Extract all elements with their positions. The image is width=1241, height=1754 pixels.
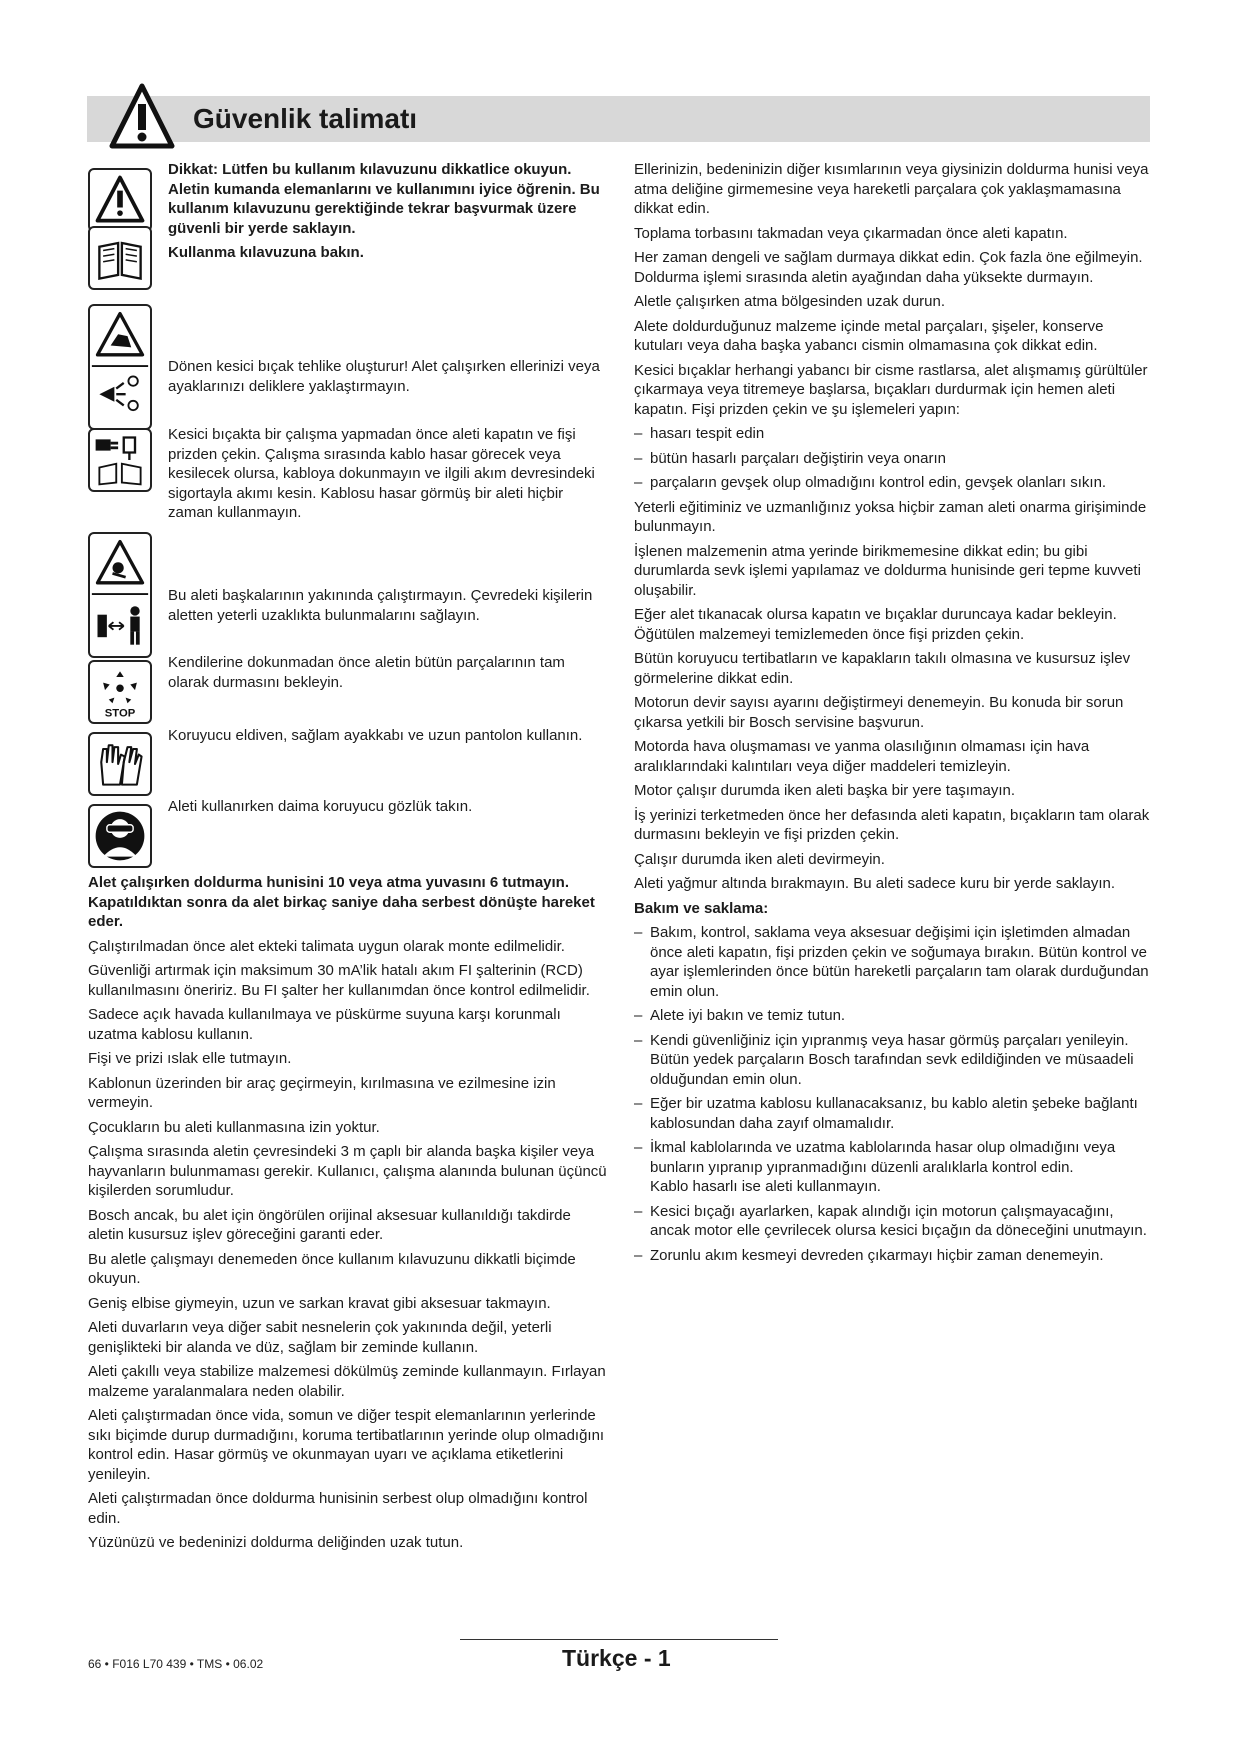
gloves-icon [88,732,152,796]
paragraph: Aleti yağmur altında bırakmayın. Bu aleti sadece kuru bir yerde saklayın. [634,875,1116,892]
paragraph: Yüzünüzü ve bedeninizi doldurma deliğinden uzak tutun. [88,1534,464,1551]
paragraph: İşlenen malzemenin atma yerinde birikmemesine dikkat edin; bu gibi durumlarda sevk işlemi yapılamaz ve doldurma hunisinde geri tepme kuvveti oluşabilir. [634,542,1141,599]
maintenance-heading: Bakım ve saklama: [634,899,769,917]
warning-icon [88,168,152,232]
paragraph: Her zaman dengeli ve sağlam durmaya dikkat edin. Çok fazla öne eğilmeyin. Doldurma işlemi sırasında aletin ayağından daha yüksekte durmayın. [634,249,1143,286]
list-item: – Bakım, kontrol, saklama veya aksesuar değişimi için işletimden almadan önce aleti kapatın, fişi prizden çekin ve soğumaya bırakın. Bütün kontrol ve ayar işlemlerinden önce bütün hareketli parçaların tam olarak durduğundan emin olun. [634,924,1149,1000]
paragraph: Bütün koruyucu tertibatların ve kapakların takılı olmasına ve kusursuz işlev görmelerine dikkat edin. [634,650,1131,687]
paragraph: Çalışır durumda iken aleti devirmeyin. [634,850,885,868]
list-item-continuation: Kablo hasarlı ise aleti kullanmayın. [650,1178,881,1195]
icon-text-gloves: Koruyucu eldiven, sağlam ayakkabı ve uzun pantolon kullanın. [168,727,583,744]
manual-book-icon [88,226,152,290]
paragraph: Yeterli eğitiminiz ve uzmanlığınız yoksa hiçbir zaman aleti onarma girişiminde bulunmayın. [634,498,1147,535]
stop-rotation-icon [88,660,152,724]
paragraph: İş yerinizi terketmeden önce her defasında aleti kapatın, bıçakların tam olarak durmasını bekleyin ve fişi prizden çekin. [634,806,1150,843]
footer-divider [460,1639,778,1640]
paragraph: Sadece açık havada kullanılmaya ve püskürme suyuna karşı korunmalı uzatma kablosu kullanın. [88,1006,561,1043]
paragraph: Bu aletle çalışmayı denemeden önce kullanım kılavuzunu dikkatli biçimde okuyun. [88,1250,576,1287]
warning-triangle-icon [108,82,176,154]
footer-page-label: Türkçe - 1 [562,1645,671,1671]
paragraph: Eğer alet tıkanacak olursa kapatın ve bıçaklar duruncaya kadar bekleyin. Öğütülen malzemeyi temizlemeden önce fişi prizden çekin. [634,606,1117,643]
list-item: – bütün hasarlı parçaları değiştirin veya onarın [634,449,947,467]
list-item: – İkmal kablolarında ve uzatma kablolarında hasar olup olmadığını veya bunların yıpranıp yıpranmadığını düzenli aralıklarla kontrol edin. [634,1139,1116,1176]
right-column [634,160,1150,1270]
page-title: Güvenlik talimatı [193,103,418,134]
paragraph: Ellerinizin, bedeninizin diğer kısımlarının veya giysinizin doldurma hunisi veya atma deliğine girmemesine veya hareketli parçalara çok yaklaşmamasına dikkat edin. [634,161,1149,217]
list-item: – Alete iyi bakın ve temiz tutun. [634,1007,846,1024]
icon-text-blade: Dönen kesici bıçak tehlike oluşturur! Alet çalışırken ellerinizi veya ayaklarınızı deliklere yaklaştırmayın. [168,358,600,395]
paragraph: Çalışma sırasında aletin çevresindeki 3 m çaplı bir alanda başka kişiler veya hayvanların bulunmaması gerekir. Kullanıcı, çalışma alanında bulunan üçüncü kişilerden sorumludur. [88,1143,607,1199]
list-item: – hasarı tespit edin [634,425,765,442]
list-item: – Zorunlu akım kesmeyi devreden çıkarmayı hiçbir zaman denemeyin. [634,1246,1104,1264]
paragraph: Motorun devir sayısı ayarını değiştirmeyi denemeyin. Bu konuda bir sorun çıkarsa yetkili bir Bosch servisine başvurun. [634,694,1124,731]
paragraph: Aleti çalıştırmadan önce vida, somun ve diğer tespit elemanlarının yerlerinde sıkı biçimde durup durmadığını, koruma tertibatlarının yerinde olup olmadığını kontrol edin. Hasar görmüş ve okunmayan uyarı ve açıklama etiketlerini yenileyin. [88,1407,605,1483]
icon-text-bystanders: Bu aleti başkalarının yakınında çalıştırmayın. Çevredeki kişilerin aletten yeterli uzaklıkta bulunmalarını sağlayın. [168,587,593,624]
paragraph: Geniş elbise giymeyin, uzun ve sarkan kravat gibi aksesuar takmayın. [88,1294,551,1312]
paragraph: Toplama torbasını takmadan veya çıkarmadan önce aleti kapatın. [634,224,1068,242]
list-item: – Kendi güvenliğiniz için yıpranmış veya hasar görmüş parçaları yenileyin. Bütün yedek parçaların Bosch tarafından sevk edildiğinden ve müsaadeli olduğundan emin olun. [634,1031,1134,1088]
paragraph: Bosch ancak, bu alet için öngörülen orijinal aksesuar kullanıldığı takdirde aletin kusursuz işlev göreceğini garanti eder. [88,1206,571,1243]
paragraph: Aleti duvarların veya diğer sabit nesnelerin çok yakınında değil, yeterli genişlikteki bir alanda ve düz, sağlam bir zeminde kullanın. [88,1319,552,1356]
unplug-before-work-icon [88,428,152,492]
paragraph: Çalıştırılmadan önce alet ekteki talimata uygun olarak monte edilmelidir. [88,937,565,955]
paragraph: Aleti çalıştırmadan önce doldurma hunisinin serbest olup olmadığını kontrol edin. [88,1490,588,1527]
list-item: – Eğer bir uzatma kablosu kullanacaksanız, bu kablo aletin şebeke bağlantı kablosundan daha zayıf olmamalıdır. [634,1095,1138,1132]
paragraph: Aletle çalışırken atma bölgesinden uzak durun. [634,293,946,310]
manual-sub-text: Kullanma kılavuzuna bakın. [168,244,364,261]
paragraph: Alete doldurduğunuz malzeme içinde metal parçaları, şişeler, konserve kutuları veya daha başka yabancı cismin olmamasına çok dikkat edin. [634,317,1104,354]
paragraph: Kesici bıçaklar herhangi yabancı bir cisme rastlarsa, alet alışmamış gürültüler çıkarmaya veya titremeye başlarsa, bıçakları durdurmak için hemen aleti kapatın. Fişi prizden çekin ve şu işlemeleri yapın: [634,361,1148,418]
icon-text-stop: Kendilerine dokunmadan önce aletin bütün parçalarının tam olarak durmasını bekleyin. [168,654,565,691]
section-header [87,96,1150,142]
list-item: – parçaların gevşek olup olmadığını kontrol edin, gevşek olanları sıkın. [634,474,1107,491]
hopper-warning: Alet çalışırken doldurma hunisini 10 veya atma yuvasını 6 tutmayın. Kapatıldıktan sonra da alet birkaç saniye daha serbest dönüşte hareket eder. [88,874,595,930]
left-bottom-section [88,873,608,1558]
keep-distance-bystanders-icon [88,532,152,658]
paragraph: Motorda hava oluşmaması ve yanma olasılığının olmaması için hava aralıklarındaki kalıntıları veya diğer maddeleri temizleyin. [634,738,1090,775]
paragraph: Güvenliği artırmak için maksimum 30 mA’lik hatalı akım FI şalterinin (RCD) kullanılmasını öneririz. Bu FI şalter her kullanımdan önce kontrol edilmelidir. [88,962,590,999]
safety-goggles-icon [88,804,152,868]
paragraph: Aleti çakıllı veya stabilize malzemesi dökülmüş zeminde kullanmayın. Fırlayan malzeme yaralanmalara neden olabilir. [88,1363,606,1400]
list-item: – Kesici bıçağı ayarlarken, kapak alındığı için motorun çalışmayacağını, ancak motor elle çevrilecek olursa kesici bıçağın da döneceğini unutmayın. [634,1202,1147,1239]
paragraph: Çocukların bu aleti kullanmasına izin yoktur. [88,1118,380,1136]
paragraph: Fişi ve prizi ıslak elle tutmayın. [88,1050,292,1067]
rotating-blade-hand-icon [88,304,152,430]
footer-doc-code: 66 • F016 L70 439 • TMS • 06.02 [88,1657,264,1671]
icon-text-unplug: Kesici bıçakta bir çalışma yapmadan önce aleti kapatın ve fişi prizden çekin. Çalışma sırasında kablo hasar görecek veya kesilecek olursa, kabloya dokunmayın ve ilgili akım devresindeki sigortayla akımı kesin. Kablosu hasar görmüş bir aleti hiçbir zaman kullanmayın. [168,426,595,521]
icon-block-read-manual [168,160,608,263]
icon-text-goggles: Aleti kullanırken daima koruyucu gözlük takın. [168,798,473,815]
paragraph: Kablonun üzerinden bir araç geçirmeyin, kırılmasına ve ezilmesine izin vermeyin. [88,1074,556,1111]
paragraph: Motor çalışır durumda iken aleti başka bir yere taşımayın. [634,782,1015,799]
stop-label: STOP [104,707,136,720]
manual-warning-text: Dikkat: Lütfen bu kullanım kılavuzunu dikkatlice okuyun. Aletin kumanda elemanlarını ve kullanımını iyice öğrenin. Bu kullanım kılavuzunu gerektiğinde tekrar başvurmak üzere güvenli bir yerde saklayın. [168,161,600,237]
